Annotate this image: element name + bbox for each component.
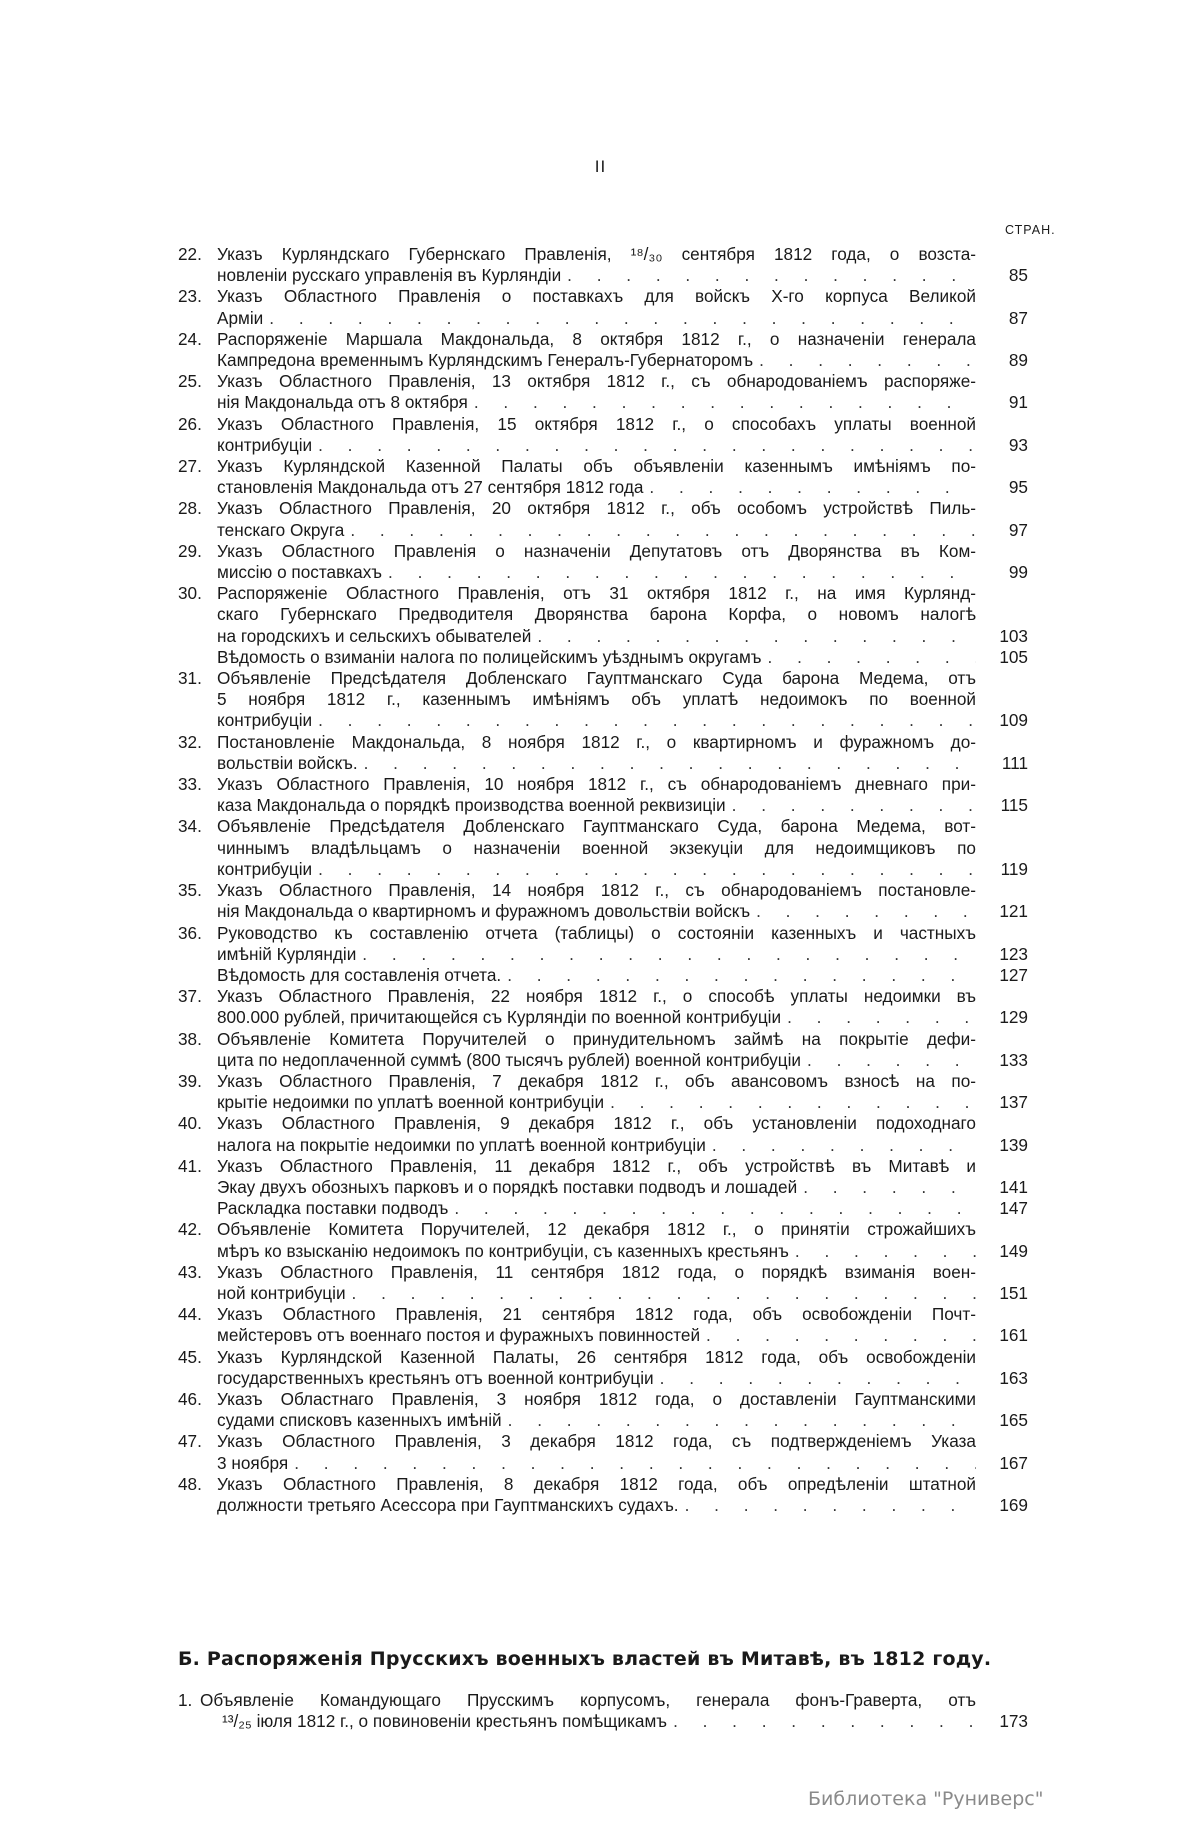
entry-page-number: 99 [1008,562,1028,583]
entry-number: 24. [178,328,202,349]
dot-leader [732,795,976,816]
toc-entry [178,498,1028,540]
entry-page-number: 109 [999,710,1028,731]
toc-entry [178,1690,1028,1732]
dot-leader [610,1092,976,1113]
entry-number: 48. [178,1473,202,1494]
entry-number: 1. [178,1690,193,1710]
toc-entry [178,583,1028,647]
entry-text: Указъ Областного Правленія, 11 сентября 1812 года, о порядкѣ взиманія воен- [217,1261,976,1282]
entry-text: налога на покрытіе недоимки по уплатѣ военной контрибуціи [217,1134,706,1155]
entry-text: государственныхъ крестьянъ отъ военной контрибуціи [217,1367,654,1388]
dot-leader [318,710,976,731]
entry-text: тенскаго Округа [217,519,345,540]
toc-entry [178,923,1028,965]
entry-text: цита по недоплаченной суммѣ (800 тысячъ рублей) военной контрибуціи [217,1049,802,1070]
entry-text: на городскихъ и сельскихъ обывателей [217,625,532,646]
entry-text: 800.000 рублей, причитающейся съ Курляндіи по военной контрибуціи [217,1007,782,1028]
entry-number: 30. [178,583,202,604]
entry-text: Указъ Курляндской Казенной Палаты объ объявленіи казеннымъ имѣніямъ по- [217,456,976,477]
entry-page-number: 89 [1008,350,1028,371]
toc-entry [178,965,1028,986]
entry-page-number: 147 [999,1198,1028,1219]
entry-text: Указъ Курляндской Казенной Палаты, 26 сентября 1812 года, объ освобожденіи [217,1346,976,1367]
entry-number: 45. [178,1346,202,1367]
dot-leader [706,1325,976,1346]
entry-page-number: 149 [999,1240,1028,1261]
toc-entry [178,1474,1028,1516]
entry-number: 27. [178,456,202,477]
toc-entry [178,414,1028,456]
entry-text: мѣръ ко взысканію недоимокъ по контрибуціи, съ казенныхъ крестьянъ [217,1240,789,1261]
entry-text: миссію о поставкахъ [217,562,383,583]
entry-text: Указъ Областного Правленія, 21 сентября 1812 года, объ освобожденіи Почт- [217,1304,976,1325]
entry-page-number: 173 [999,1711,1028,1732]
entry-page-number: 161 [999,1325,1028,1346]
toc-entry [178,1029,1028,1071]
dot-leader [362,944,976,965]
entry-text: новленіи русскаго управленія въ Курляндіи [217,265,562,286]
entry-number: 32. [178,731,202,752]
entry-number: 36. [178,922,202,943]
entry-text: Кампредона временнымъ Курляндскимъ Генералъ-Губернаторомъ [217,350,754,371]
dot-leader [269,308,976,329]
dot-leader [352,1283,976,1304]
dot-leader [508,1410,976,1431]
dot-leader [787,1007,976,1028]
entry-text: нія Макдональда отъ 8 октября [217,392,468,413]
entry-page-number: 163 [999,1367,1028,1388]
entry-page-number: 85 [1008,265,1028,286]
entry-text: Указъ Областного Правленія, 3 декабря 1812 года, съ подтвержденіемъ Указа [217,1431,976,1452]
dot-leader [685,1495,976,1516]
toc-entry [178,1219,1028,1261]
entry-number: 31. [178,668,202,689]
entry-text: каза Макдональда о порядкѣ производства военной реквизиціи [217,795,726,816]
page-number: II [594,157,607,176]
entry-text: Объявленіе Комитета Поручителей о принудительномъ займѣ на покрытіе дефи- [217,1028,976,1049]
entry-number: 22. [178,244,202,264]
entry-page-number: 95 [1008,477,1028,498]
dot-leader [364,753,976,774]
entry-text: Объявленіе Командующаго Прусскимъ корпусомъ, генерала фонъ-Граверта, отъ [200,1690,976,1710]
entry-number: 40. [178,1113,202,1134]
dot-leader [660,1368,976,1389]
dot-leader [454,1198,976,1219]
entry-text: Объявленіе Предсѣдателя Добленскаго Гауптманскаго Суда, барона Медема, вот- [217,816,976,837]
entry-number: 44. [178,1304,202,1325]
toc-entry [178,1347,1028,1389]
entry-text: Указъ Областного Правленія, 13 октября 1812 г., съ обнародованіемъ распоряже- [217,371,976,392]
dot-leader [759,350,976,371]
dot-leader [388,562,976,583]
library-watermark: Библиотека "Руниверс" [808,1788,1044,1810]
toc-entry [178,986,1028,1028]
dot-leader [350,520,976,541]
entry-number: 33. [178,774,202,795]
entry-number: 47. [178,1431,202,1452]
toc-entry [178,286,1028,328]
entry-page-number: 165 [999,1410,1028,1431]
entry-page-number: 121 [999,901,1028,922]
entry-number: 37. [178,986,202,1007]
dot-leader [294,1453,976,1474]
entry-number: 38. [178,1028,202,1049]
toc-entry [178,816,1028,880]
entry-text: контрибуціи [217,434,313,455]
entry-page-number: 169 [999,1494,1028,1515]
entry-text: Указъ Курляндскаго Губернскаго Правленія, ¹⁸/₃₀ сентября 1812 года, о возста- [217,244,976,264]
dot-leader [712,1135,976,1156]
table-of-contents [178,244,1028,1516]
dot-leader [795,1241,976,1262]
toc-entry [178,1262,1028,1304]
dot-leader [673,1711,976,1732]
table-of-contents-section-b [178,1690,1028,1732]
entry-text: 5 ноября 1812 г., казеннымъ имѣніямъ объ уплатѣ недоимокъ по военной [217,689,976,710]
toc-entry [178,1071,1028,1113]
entry-number: 25. [178,371,202,392]
entry-text: Экау двухъ обозныхъ парковъ и о порядкѣ поставки подводъ и лошадей [217,1176,798,1197]
toc-entry [178,732,1028,774]
entry-text: Указъ Областного Правленія, 10 ноября 1812 г., съ обнародованіемъ дневнаго при- [217,774,976,795]
entry-text: имѣній Курляндіи [217,943,357,964]
entry-page-number: 139 [999,1134,1028,1155]
toc-entry [178,329,1028,371]
entry-page-number: 105 [999,646,1028,667]
entry-page-number: 97 [1008,519,1028,540]
dot-leader [803,1177,976,1198]
entry-text: Указъ Областного Правленія, 20 октября 1812 г., объ особомъ устройствѣ Пиль- [217,498,976,519]
entry-text: 3 ноября [217,1452,289,1473]
entry-number: 42. [178,1219,202,1240]
toc-entry [178,1198,1028,1219]
toc-entry [178,1156,1028,1198]
pages-column-header: СТРАН. [1005,223,1056,237]
entry-text: контрибуціи [217,858,313,879]
entry-text: крытіе недоимки по уплатѣ военной контрибуціи [217,1092,605,1113]
entry-text: Вѣдомость для составленія отчета. [217,964,502,985]
entry-text: скаго Губернскаго Предводителя Дворянства барона Корфа, о новомъ налогѣ [217,604,976,625]
entry-page-number: 111 [1001,752,1028,773]
toc-entry [178,1113,1028,1155]
entry-text: Указъ Областнаго Правленія, 3 ноября 1812 года, о доставленіи Гауптманскими [217,1388,976,1409]
entry-text: должности третьяго Асессора при Гауптманскихъ судахъ. [217,1494,679,1515]
toc-entry [178,668,1028,732]
entry-number: 35. [178,880,202,901]
entry-text: Арміи [217,307,264,328]
entry-text: нія Макдональда о квартирномъ и фуражномъ довольствіи войскъ [217,901,751,922]
toc-entry [178,647,1028,668]
entry-page-number: 123 [999,943,1028,964]
entry-text: Указъ Областного Правленія, 14 ноября 1812 г., съ обнародованіемъ постановле- [217,880,976,901]
entry-number: 39. [178,1070,202,1091]
entry-number: 23. [178,286,202,307]
entry-text: Указъ Областного Правленія, 9 декабря 1812 г., объ установленіи подоходнаго [217,1113,976,1134]
entry-page-number: 137 [999,1092,1028,1113]
entry-text: Указъ Областного Правленія о назначеніи Депутатовъ отъ Дворянства въ Ком- [217,540,976,561]
entry-text: Постановленіе Макдональда, 8 ноября 1812 г., о квартирномъ и фуражномъ до- [217,731,976,752]
entry-number: 41. [178,1155,202,1176]
dot-leader [567,265,976,286]
entry-page-number: 91 [1008,392,1028,413]
toc-entry [178,371,1028,413]
dot-leader [474,392,976,413]
toc-entry [178,541,1028,583]
entry-number: 28. [178,498,202,519]
entry-text: Руководство къ составленію отчета (таблицы) о состояніи казенныхъ и частныхъ [217,922,976,943]
dot-leader [768,647,976,668]
entry-page-number: 103 [999,625,1028,646]
entry-text: мейстеровъ отъ военнаго постоя и фуражныхъ повинностей [217,1325,701,1346]
entry-text: ной контрибуціи [217,1282,346,1303]
dot-leader [649,477,976,498]
dot-leader [537,626,976,647]
entry-text: Указъ Областного Правленія, 22 ноября 1812 г., о способѣ уплаты недоимки въ [217,986,976,1007]
entry-page-number: 115 [1000,795,1028,816]
entry-number: 46. [178,1388,202,1409]
entry-text: Распоряженіе Маршала Макдональда, 8 октября 1812 г., о назначеніи генерала [217,328,976,349]
entry-number: 34. [178,816,202,837]
entry-text: Раскладка поставки подводъ [217,1198,449,1219]
entry-number: 43. [178,1261,202,1282]
toc-entry [178,1389,1028,1431]
entry-page-number: 133 [999,1049,1028,1070]
entry-text: Указъ Областного Правленія, 8 декабря 1812 года, объ опредѣленіи штатной [217,1473,976,1494]
entry-number: 26. [178,413,202,434]
entry-text: Указъ Областного Правленія, 7 декабря 1812 г., объ авансовомъ взносѣ на по- [217,1070,976,1091]
dot-leader [507,965,976,986]
entry-text: ¹³/₂₅ іюля 1812 г., о повиновеніи крестьянъ помѣщикамъ [222,1711,668,1732]
dot-leader [807,1050,976,1071]
entry-page-number: 151 [999,1282,1028,1303]
entry-text: Указъ Областного Правленія о поставкахъ для войскъ Х-го корпуса Великой [217,286,976,307]
entry-text: контрибуціи [217,710,313,731]
entry-text: Объявленіе Комитета Поручителей, 12 декабря 1812 г., о принятіи строжайшихъ [217,1219,976,1240]
entry-text: Указъ Областного Правленія, 15 октября 1812 г., о способахъ уплаты военной [217,413,976,434]
toc-entry [178,244,1028,286]
entry-page-number: 119 [1000,858,1028,879]
entry-page-number: 87 [1008,307,1028,328]
entry-number: 29. [178,540,202,561]
entry-page-number: 167 [999,1452,1028,1473]
toc-entry [178,1431,1028,1473]
toc-entry [178,456,1028,498]
entry-text: Вѣдомость о взиманіи налога по полицейскимъ уѣзднымъ округамъ [217,646,762,667]
section-title: Б. Распоряженія Прусскихъ военныхъ властей въ Митавѣ, въ 1812 году. [178,1648,992,1670]
toc-entry [178,880,1028,922]
dot-leader [318,859,976,880]
entry-page-number: 127 [999,964,1028,985]
entry-text: чиннымъ владѣльцамъ о назначеніи военной экзекуціи для недоимщиковъ по [217,837,976,858]
toc-entry [178,774,1028,816]
entry-text: Распоряженіе Областного Правленія, отъ 31 октября 1812 г., на имя Курлянд- [217,583,976,604]
entry-page-number: 93 [1008,434,1028,455]
dot-leader [756,901,976,922]
entry-text: становленія Макдональда отъ 27 сентября 1812 года [217,477,644,498]
entry-page-number: 141 [999,1176,1028,1197]
entry-text: Объявленіе Предсѣдателя Добленскаго Гауптманскаго Суда барона Медема, отъ [217,668,976,689]
entry-page-number: 129 [999,1007,1028,1028]
dot-leader [318,435,976,456]
toc-entry [178,1304,1028,1346]
entry-text: судами списковъ казенныхъ имѣній [217,1410,502,1431]
entry-text: вольствіи войскъ. [217,752,358,773]
entry-text: Указъ Областного Правленія, 11 декабря 1812 г., объ устройствѣ въ Митавѣ и [217,1155,976,1176]
